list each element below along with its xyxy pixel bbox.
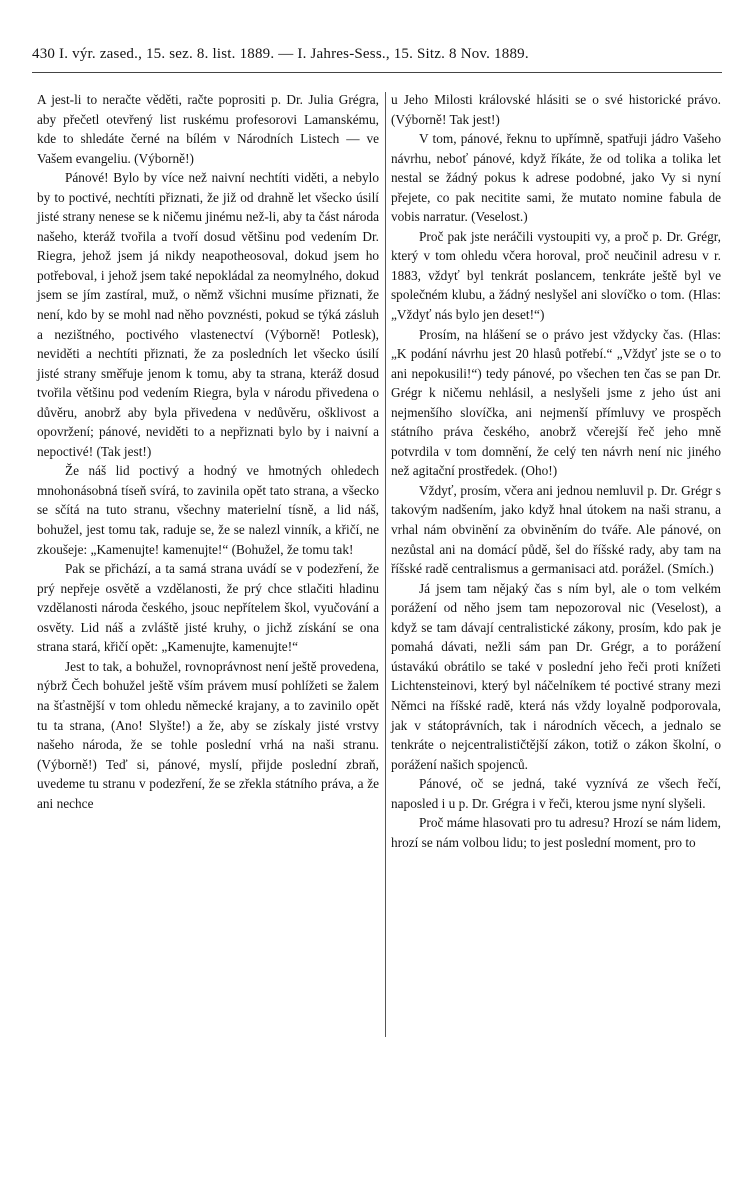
- left-column: [37, 90, 379, 813]
- paragraph: u Jeho Milosti královské hlásiti se o své historické právo. (Výborně! Tak jest!): [391, 92, 721, 127]
- paragraph: Že náš lid poctivý a hodný ve hmotných ohledech mnohonásobná tíseň svírá, to zavinila opět tato strana, a všecko se sčítá na tuto stranu, všechny materielní tísně, a lid náš, bohužel, jest tomu tak, raduje se, že se nalezl vinník, a křičí, ne zkoušeje: „Kamenujte! kamenujte!“ (Bohužel, že tomu tak!: [37, 463, 379, 557]
- column-divider: [385, 92, 386, 1037]
- paragraph: Prosím, na hlášení se o právo jest vždycky čas. (Hlas: „K podání návrhu jest 20 hlasů potřebí.“ „Vždyť jste se o to ani nepokusili!“) tedy pánové, po všechen ten čas se pan Dr. Grégr k ničemu nehlásil, a neslyšeli jsme z jeho úst ani nejmenšího slovíčka, ani nejmenší přímluvy ve prospěch státního práva českého, anobrž včerejší řeč jeho mně potvrdila v tom domnění, že celý ten návrh není nic jiného než agitační prostředek. (Oho!): [391, 326, 721, 479]
- header-rule: [32, 72, 722, 73]
- paragraph: V tom, pánové, řeknu to upřímně, spatřuji jádro Vašeho návrhu, neboť pánové, když říkáte, že od tolika a tolika let nestal se žádný pokus k adrese podobné, jako Vy si nyní přejete, co pak necitite sami, že mutato nomine fabula de vobis narratur. (Veselost.): [391, 131, 721, 225]
- paragraph: Já jsem tam nějaký čas s ním byl, ale o tom velkém porážení od něho jsem tam nepozoroval nic (Veselost), a když se tam dávají centralistické zákony, prosím, kdo pak je pomahá dávati, nežli sám pan Dr. Grégr, a to porážení ústavákú obrátilo se také v poslední jeho řeči proti knížeti Lichtensteinovi, který byl náčelníkem té poctivé strany mezi Němci na říšské radě, která nás vždy loyalně podporovala, jak v státoprávních, tak i národních věcech, a jednalo se tenkráte o nejcentralističtější zákon, totiž o zákon školní, o porážení našich spojenců.: [391, 580, 721, 772]
- paragraph: A jest-li to neračte věděti, račte poprositi p. Dr. Julia Grégra, aby přečetl otevřený list ruskému profesorovi Lamanskému, kde to shledáte černé na bílém v Národních Listech — ve Vašem evangeliu. (Výborně!): [37, 92, 379, 166]
- running-header: 430 I. výr. zased., 15. sez. 8. list. 1889. — I. Jahres-Sess., 15. Sitz. 8 Nov. 1889.: [32, 46, 529, 62]
- paragraph: Pak se přichází, a ta samá strana uvádí se v podezření, že prý nepřeje osvětě a vzdělanosti, že prý chce stlačiti hladinu vzdělanosti národa českého, jsouc nepřítelem škol, vyučování a osvěty. Lid náš a zvláště jisté kruhy, o jichž získání se ona strana stará, křičí opět: „Kamenujte, kamenujte!“: [37, 561, 379, 655]
- right-column: [391, 90, 721, 852]
- paragraph: Vždyť, prosím, včera ani jednou nemluvil p. Dr. Grégr s takovým nadšením, jako když hnal útokem na naši stranu, a vrhal nám obvinění za obviněním do tváře. Ale pánové, on nezůstal ani na domácí půdě, šel do říšské rady, aby tam na říšské radě centralismus a germanisaci atd. porážel. (Smích.): [391, 482, 721, 577]
- paragraph: Proč pak jste neráčili vystoupiti vy, a proč p. Dr. Grégr, který v tom ohledu včera horoval, proč neučinil adresu v r. 1883, vždyť byl tenkrát poslancem, tenkráte ještě byl ve společném klubu, a žádný neslyšel ani slovíčko o tom. (Hlas: „Vždyť nás bylo jen deset!“): [391, 228, 721, 323]
- paragraph: Pánové! Bylo by více než naivní nechtíti viděti, a nebylo by to poctivé, nechtíti přiznati, že již od drahně let všecko úsilí jisté strany nenese se k ničemu jinému než-li, aby ta část národa našeho, kteráž tvořila a tvoří dosud většinu pod vedením Dr. Riegra, jehož jsem já nikdy neapotheosoval, dokud jsem ho potřeboval, i jehož jsem také nepokládal za neomylného, dokud jsem se jím zastíral, muž, o němž všichni musíme přiznati, že není, kdo by se mohl nad něho povznésti, pokud se týká zásluh a nezištného, poctivého vlastenectví (Výborně! Potlesk), neviděti a nechtíti přiznati, že za posledních let všecko úsilí jisté strany směřuje jenom k tomu, aby ta strana, kteráž dosud tvořila většinu pod vedením Riegra, byla v národu přivedena o důvěru, anobrž aby byla přivedena v nedůvěru, ošklivost a opovržení; pánové, neviděti to a nepřiznati bylo by i naivní a nepoctivé! (Tak jest!): [37, 170, 379, 459]
- paragraph: Pánové, oč se jedná, také vyznívá ze všech řečí, naposled i u p. Dr. Grégra i v řeči, kterou jsme nyní slyšeli.: [391, 776, 721, 811]
- paragraph: Jest to tak, a bohužel, rovnoprávnost není ještě provedena, nýbrž Čech bohužel ještě vším právem musí pohlížeti se žalem na šťastnější v tom ohledu německé krajany, a to zavinilo opět tu ta strana, (Ano! Slyšte!) a že, aby se získaly jisté vrstvy našeho národa, že se tohle poslední vrhá na naši stranu. (Výborně!) Teď si, pánové, myslí, přijde poslední zbraň, uvedeme tu stranu v podezření, že se zřekla státního práva, a že ani nechce: [37, 658, 379, 811]
- paragraph: Proč máme hlasovati pro tu adresu? Hrozí se nám lidem, hrozí se nám volbou lidu; to jest poslední moment, pro to: [391, 815, 721, 850]
